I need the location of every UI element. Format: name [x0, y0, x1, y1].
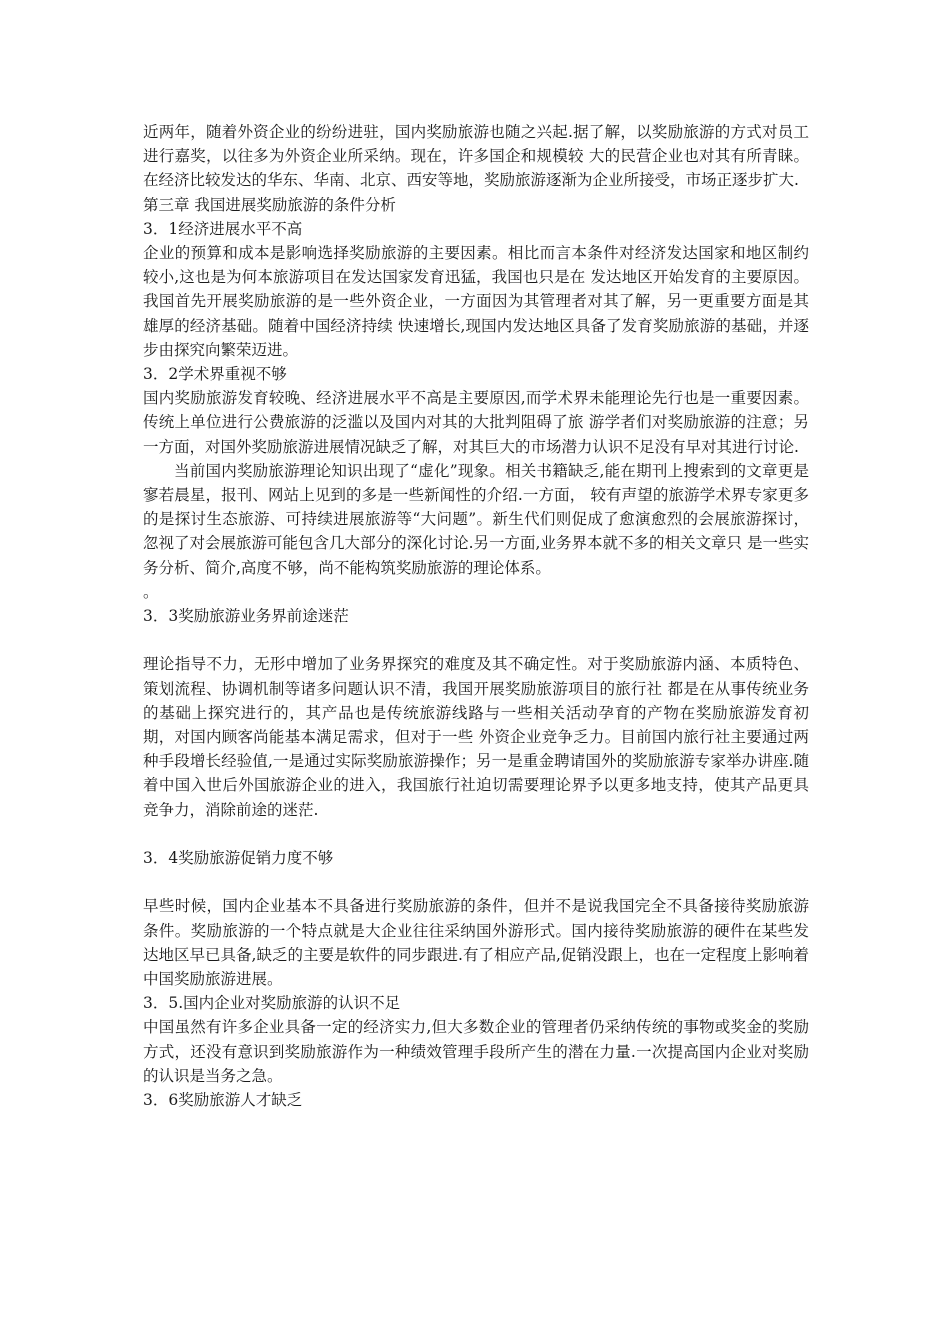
- paragraph-3-1: 企业的预算和成本是影响选择奖励旅游的主要因素。相比而言本条件对经济发达国家和地区制约较小,这也是为何本旅游项目在发达国家发育迅猛，我国也只是在 发达地区开始发育的主要原因。我国首先开展奖励旅游的是一些外资企业，一方面因为其管理者对其了解，另一更重要方面是其雄厚的经济基础。随着中国经济持续 快速增长,现国内发达地区具备了发育奖励旅游的基础，并逐步由探究向繁荣迈进。: [143, 244, 809, 359]
- section-heading-3-2: 3．2学术界重视不够: [143, 365, 287, 384]
- paragraph-3-5: 中国虽然有许多企业具备一定的经济实力,但大多数企业的管理者仍采纳传统的事物或奖金的奖励方式，还没有意识到奖励旅游作为一种绩效管理手段所产生的潜在力量.一次提高国内企业对奖励的认识是当务之急。: [143, 1018, 809, 1085]
- section-heading-3-5: 3．5.国内企业对奖励旅游的认识不足: [143, 994, 401, 1013]
- paragraph-3-2-a: 国内奖励旅游发育较晚、经济进展水平不高是主要原因,而学术界未能理论先行也是一重要因素。传统上单位进行公费旅游的泛滥以及国内对其的大批判阻碍了旅 游学者们对奖励旅游的注意；另一方面，对国外奖励旅游进展情况缺乏了解，对其巨大的市场潜力认识不足没有早对其进行讨论.: [143, 389, 809, 456]
- section-heading-3-3: 3．3奖励旅游业务界前途迷茫: [143, 607, 349, 626]
- paragraph-3-3: 理论指导不力，无形中增加了业务界探究的难度及其不确定性。对于奖励旅游内涵、本质特色、策划流程、协调机制等诸多问题认识不清，我国开展奖励旅游项目的旅行社 都是在从事传统业务的基础上探究进行的，其产品也是传统旅游线路与一些相关活动孕育的产物在奖励旅游发育初期，对国内顾客尚能基本满足需求，但对于一些 外资企业竞争乏力。目前国内旅行社主要通过两种手段增长经验值,一是通过实际奖励旅游操作；另一是重金聘请国外的奖励旅游专家举办讲座.随着中国入世后外国旅游企业的进入，我国旅行社迫切需要理论界予以更多地支持，使其产品更具竞争力，消除前途的迷茫.: [143, 655, 809, 819]
- section-heading-3-6: 3．6奖励旅游人才缺乏: [143, 1091, 303, 1110]
- blank-line: [143, 870, 809, 894]
- paragraph-3-4: 早些时候，国内企业基本不具备进行奖励旅游的条件，但并不是说我国完全不具备接待奖励旅游条件。奖励旅游的一个特点就是大企业往往采纳国外游形式。国内接待奖励旅游的硬件在某些发达地区早已具备,缺乏的主要是软件的同步跟进.有了相应产品,促销没跟上，也在一定程度上影响着中国奖励旅游进展。: [143, 897, 809, 989]
- document-body: [143, 120, 809, 1112]
- section-heading-3-4: 3．4奖励旅游促销力度不够: [143, 849, 334, 868]
- paragraph-3-2-b: 当前国内奖励旅游理论知识出现了“虚化”现象。相关书籍缺乏,能在期刊上搜索到的文章更是寥若晨星，报刊、网站上见到的多是一些新闻性的介绍.一方面， 较有声望的旅游学术界专家更多的是探讨生态旅游、可持续进展旅游等“大问题”。新生代们则促成了愈演愈烈的会展旅游探讨，忽视了对会展旅游可能包含几大部分的深化讨论.另一方面,业务界本就不多的相关文章只 是一些实务分析、简介,高度不够，尚不能构筑奖励旅游的理论体系。: [143, 461, 809, 577]
- blank-line: [143, 822, 809, 846]
- chapter-heading: 第三章 我国进展奖励旅游的条件分析: [143, 195, 396, 214]
- stray-period-line: 。: [143, 582, 159, 601]
- section-heading-3-1: 3．1经济进展水平不高: [143, 219, 303, 238]
- blank-line: [143, 628, 809, 652]
- paragraph-intro: 近两年，随着外资企业的纷纷进驻，国内奖励旅游也随之兴起.据了解，以奖励旅游的方式对员工进行嘉奖，以往多为外资企业所采纳。现在，许多国企和规模较 大的民营企业也对其有所青睐。在经济比较发达的华东、华南、北京、西安等地，奖励旅游逐渐为企业所接受，市场正逐步扩大.: [143, 123, 809, 190]
